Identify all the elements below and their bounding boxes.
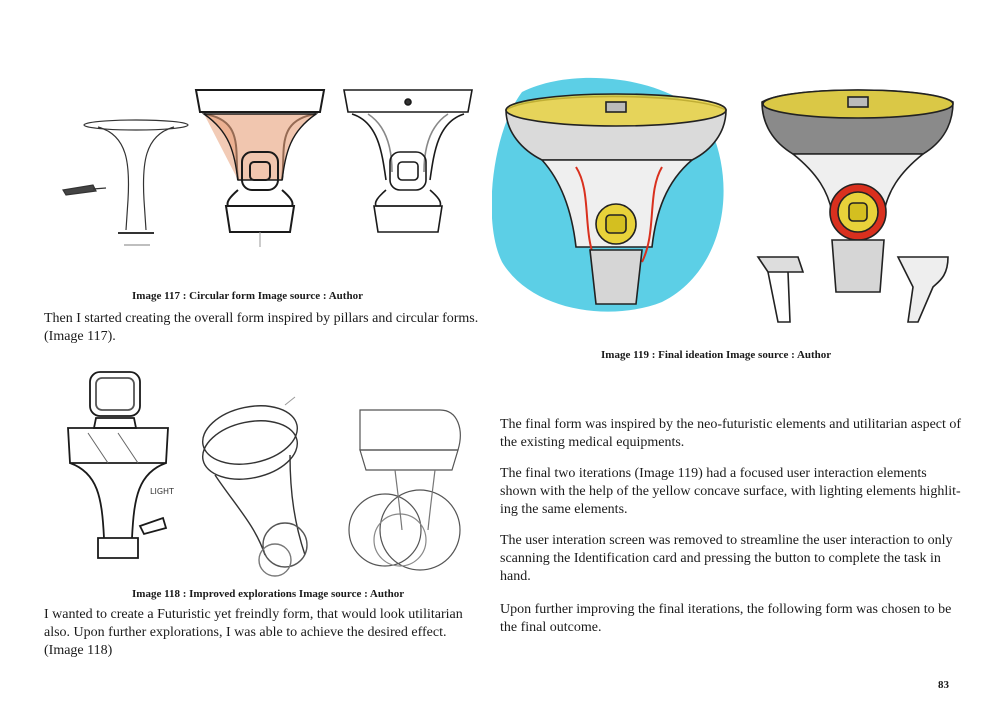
paragraph-neo-futuristic: The final form was inspired by the neo-futuristic elements and utilitarian aspect of the existing medical equipments. bbox=[500, 417, 962, 450]
page-number: 83 bbox=[938, 679, 949, 691]
sketch-kiosk-round-base bbox=[340, 400, 480, 580]
render-final-ideation-left bbox=[492, 72, 742, 334]
sketch-pedestal-side-view bbox=[58, 105, 193, 255]
sketch-pedestal-front-outline bbox=[338, 82, 478, 252]
render-final-ideation-right bbox=[748, 82, 963, 332]
paragraph-interaction-screen: The user interation screen was removed to streamline the user interaction to only scanning the Identification card and pressing the button to complete the task in hand. bbox=[500, 533, 953, 584]
caption-image-119: Image 119 : Final ideation Image source : Author bbox=[601, 349, 832, 361]
paragraph-circular-form: Then I started creating the overall form inspired by pillars and circular forms. (Image 117). bbox=[44, 311, 479, 344]
paragraph-futuristic-form: I wanted to create a Futuristic yet freindly form, that would look utilitarian also. Upon further explorations, I was able to achieve the desired effect. (Image 118) bbox=[44, 607, 463, 658]
caption-image-118: Image 118 : Improved explorations Image source : Author bbox=[132, 588, 405, 600]
sketch-kiosk-with-screen bbox=[58, 368, 188, 578]
paragraph-final-iterations: The final two iterations (Image 119) had a focused user interaction elements shown with the help of the yellow concave surface, with lighting elements highlit-ing the same elements. bbox=[500, 466, 961, 517]
caption-image-117: Image 117 : Circular form Image source : Author bbox=[132, 290, 363, 302]
paragraph-final-outcome: Upon further improving the final iterations, the following form was chosen to be the final outcome. bbox=[500, 602, 952, 635]
sketch-kiosk-perspective bbox=[195, 395, 330, 585]
sketch-pedestal-front-orange bbox=[190, 82, 330, 252]
sketch-light-annotation: LIGHT bbox=[150, 487, 174, 496]
